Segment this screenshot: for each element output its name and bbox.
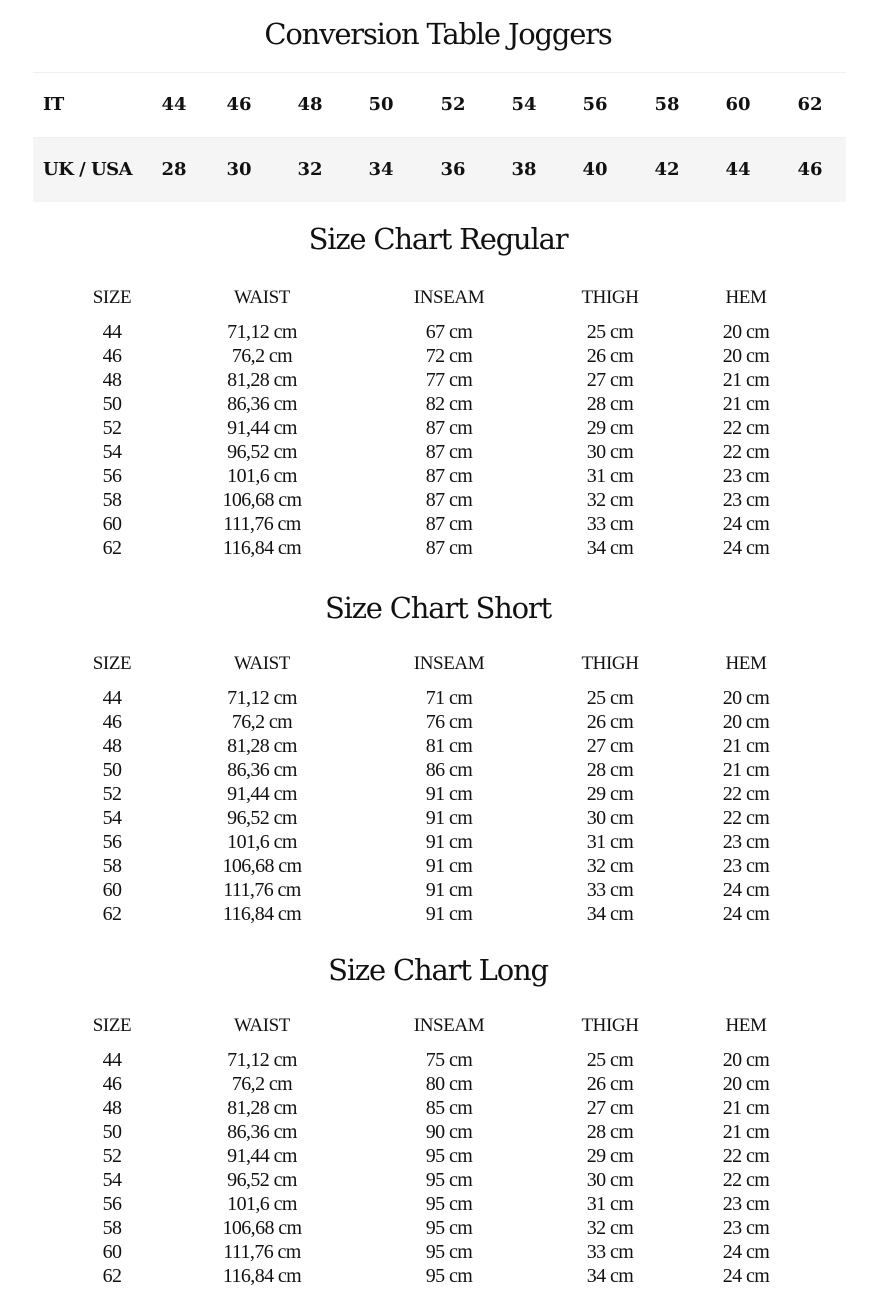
conversion-row-label: UK / USA (43, 159, 133, 180)
short-title: Size Chart Short (324, 591, 551, 625)
table-cell: 60 (102, 1241, 122, 1263)
table-cell: 33 cm (586, 879, 634, 901)
size-table-header (0, 652, 876, 686)
table-cell: 21 cm (722, 393, 770, 415)
size-chart-short (0, 652, 876, 926)
table-cell: 111,76 cm (223, 513, 301, 535)
table-cell: 96,52 cm (227, 1169, 297, 1191)
table-cell: 91 cm (425, 855, 473, 877)
table-cell: 25 cm (586, 687, 634, 709)
table-cell: 26 cm (586, 345, 634, 367)
table-cell: 60 (102, 513, 122, 535)
table-cell: 106,68 cm (222, 1217, 302, 1239)
table-cell: 29 cm (586, 417, 634, 439)
table-cell: 33 cm (586, 513, 634, 535)
table-row (0, 782, 876, 806)
table-cell: 87 cm (425, 441, 473, 463)
table-cell: 87 cm (425, 489, 473, 511)
table-cell: 24 cm (722, 903, 770, 925)
column-header: HEM (725, 653, 767, 674)
conversion-row (33, 72, 846, 137)
table-cell: 71,12 cm (227, 687, 297, 709)
table-cell: 106,68 cm (222, 489, 302, 511)
conversion-cell: 52 (440, 94, 466, 115)
table-cell: 23 cm (722, 855, 770, 877)
table-cell: 58 (102, 1217, 122, 1239)
table-cell: 72 cm (425, 345, 473, 367)
conversion-cell: 46 (226, 94, 252, 115)
table-cell: 34 cm (586, 903, 634, 925)
table-cell: 46 (102, 1073, 122, 1095)
table-row (0, 464, 876, 488)
table-cell: 91,44 cm (227, 783, 297, 805)
table-cell: 23 cm (722, 831, 770, 853)
table-cell: 81,28 cm (227, 369, 297, 391)
table-cell: 29 cm (586, 783, 634, 805)
table-cell: 52 (102, 783, 122, 805)
table-cell: 44 (102, 1049, 122, 1071)
table-cell: 87 cm (425, 537, 473, 559)
table-cell: 96,52 cm (227, 441, 297, 463)
conversion-cell: 50 (368, 94, 394, 115)
table-cell: 50 (102, 393, 122, 415)
table-cell: 24 cm (722, 537, 770, 559)
table-row (0, 488, 876, 512)
conversion-cell: 44 (725, 159, 751, 180)
table-cell: 86,36 cm (227, 759, 297, 781)
table-cell: 91 cm (425, 831, 473, 853)
table-row (0, 686, 876, 710)
table-cell: 54 (102, 807, 122, 829)
table-cell: 21 cm (722, 1097, 770, 1119)
table-cell: 95 cm (425, 1241, 473, 1263)
column-header: INSEAM (413, 287, 485, 308)
table-cell: 23 cm (722, 465, 770, 487)
table-cell: 30 cm (586, 807, 634, 829)
conversion-cell: 62 (797, 94, 823, 115)
table-cell: 101,6 cm (227, 831, 297, 853)
table-cell: 23 cm (722, 489, 770, 511)
column-header: WAIST (233, 653, 291, 674)
table-row (0, 830, 876, 854)
column-header: HEM (725, 287, 767, 308)
table-cell: 28 cm (586, 393, 634, 415)
column-header: SIZE (92, 1015, 132, 1036)
table-row (0, 512, 876, 536)
table-cell: 48 (102, 369, 122, 391)
table-cell: 48 (102, 1097, 122, 1119)
table-cell: 95 cm (425, 1169, 473, 1191)
table-cell: 30 cm (586, 441, 634, 463)
conversion-cell: 58 (654, 94, 680, 115)
table-cell: 22 cm (722, 417, 770, 439)
table-row (0, 1096, 876, 1120)
table-row (0, 536, 876, 560)
table-cell: 95 cm (425, 1193, 473, 1215)
table-row (0, 710, 876, 734)
conversion-cell: 34 (368, 159, 394, 180)
table-cell: 91 cm (425, 783, 473, 805)
table-cell: 81,28 cm (227, 735, 297, 757)
size-chart-regular (0, 286, 876, 560)
table-cell: 34 cm (586, 537, 634, 559)
table-cell: 46 (102, 711, 122, 733)
table-cell: 27 cm (586, 1097, 634, 1119)
table-cell: 95 cm (425, 1217, 473, 1239)
table-cell: 26 cm (586, 711, 634, 733)
column-header: WAIST (233, 1015, 291, 1036)
table-cell: 86,36 cm (227, 393, 297, 415)
column-header: SIZE (92, 653, 132, 674)
table-row (0, 758, 876, 782)
size-chart-long (0, 1014, 876, 1288)
table-cell: 91 cm (425, 903, 473, 925)
table-cell: 22 cm (722, 783, 770, 805)
table-cell: 91 cm (425, 807, 473, 829)
table-cell: 95 cm (425, 1145, 473, 1167)
table-cell: 71 cm (425, 687, 473, 709)
table-cell: 76,2 cm (231, 711, 293, 733)
table-cell: 20 cm (722, 345, 770, 367)
table-cell: 111,76 cm (223, 879, 301, 901)
table-cell: 20 cm (722, 1049, 770, 1071)
conversion-cell: 42 (654, 159, 680, 180)
table-cell: 54 (102, 1169, 122, 1191)
table-row (0, 806, 876, 830)
table-cell: 76 cm (425, 711, 473, 733)
table-cell: 31 cm (586, 831, 634, 853)
table-cell: 23 cm (722, 1193, 770, 1215)
table-cell: 81 cm (425, 735, 473, 757)
table-cell: 21 cm (722, 735, 770, 757)
table-cell: 28 cm (586, 759, 634, 781)
table-row (0, 1240, 876, 1264)
table-cell: 22 cm (722, 1145, 770, 1167)
table-row (0, 854, 876, 878)
table-cell: 87 cm (425, 417, 473, 439)
table-row (0, 734, 876, 758)
table-cell: 77 cm (425, 369, 473, 391)
table-cell: 28 cm (586, 1121, 634, 1143)
table-cell: 25 cm (586, 1049, 634, 1071)
table-cell: 106,68 cm (222, 855, 302, 877)
column-header: WAIST (233, 287, 291, 308)
table-cell: 32 cm (586, 855, 634, 877)
column-header: INSEAM (413, 653, 485, 674)
table-cell: 62 (102, 1265, 122, 1287)
table-cell: 95 cm (425, 1265, 473, 1287)
table-cell: 54 (102, 441, 122, 463)
conversion-cell: 30 (226, 159, 252, 180)
table-row (0, 368, 876, 392)
table-cell: 86,36 cm (227, 1121, 297, 1143)
table-cell: 87 cm (425, 465, 473, 487)
column-header: SIZE (92, 287, 132, 308)
table-cell: 96,52 cm (227, 807, 297, 829)
conversion-cell: 28 (161, 159, 187, 180)
table-cell: 91 cm (425, 879, 473, 901)
conversion-title: Conversion Table Joggers (264, 17, 612, 51)
table-cell: 34 cm (586, 1265, 634, 1287)
table-cell: 101,6 cm (227, 465, 297, 487)
table-cell: 76,2 cm (231, 345, 293, 367)
long-title: Size Chart Long (328, 953, 548, 987)
table-cell: 87 cm (425, 513, 473, 535)
size-table-header (0, 1014, 876, 1048)
table-row (0, 1216, 876, 1240)
table-cell: 56 (102, 465, 122, 487)
table-row (0, 902, 876, 926)
table-cell: 80 cm (425, 1073, 473, 1095)
conversion-cell: 36 (440, 159, 466, 180)
table-cell: 31 cm (586, 465, 634, 487)
table-cell: 56 (102, 831, 122, 853)
table-cell: 24 cm (722, 1241, 770, 1263)
conversion-row (33, 137, 846, 202)
column-header: INSEAM (413, 1015, 485, 1036)
table-cell: 67 cm (425, 321, 473, 343)
column-header: THIGH (581, 287, 639, 308)
table-cell: 116,84 cm (222, 537, 302, 559)
table-cell: 20 cm (722, 711, 770, 733)
conversion-cell: 40 (582, 159, 608, 180)
table-cell: 20 cm (722, 321, 770, 343)
table-cell: 60 (102, 879, 122, 901)
conversion-cell: 46 (797, 159, 823, 180)
regular-title: Size Chart Regular (308, 222, 568, 256)
conversion-cell: 60 (725, 94, 751, 115)
conversion-cell: 54 (511, 94, 537, 115)
table-cell: 26 cm (586, 1073, 634, 1095)
table-cell: 52 (102, 417, 122, 439)
table-row (0, 1048, 876, 1072)
table-row (0, 1168, 876, 1192)
table-cell: 20 cm (722, 687, 770, 709)
table-cell: 33 cm (586, 1241, 634, 1263)
table-cell: 76,2 cm (231, 1073, 293, 1095)
table-row (0, 1120, 876, 1144)
table-cell: 22 cm (722, 1169, 770, 1191)
table-cell: 46 (102, 345, 122, 367)
table-cell: 24 cm (722, 879, 770, 901)
table-row (0, 416, 876, 440)
column-header: THIGH (581, 1015, 639, 1036)
table-cell: 27 cm (586, 735, 634, 757)
table-cell: 31 cm (586, 1193, 634, 1215)
conversion-cell: 44 (161, 94, 187, 115)
table-row (0, 1072, 876, 1096)
table-cell: 44 (102, 687, 122, 709)
table-cell: 27 cm (586, 369, 634, 391)
conversion-row-label: IT (43, 94, 64, 115)
table-cell: 81,28 cm (227, 1097, 297, 1119)
table-cell: 44 (102, 321, 122, 343)
table-cell: 50 (102, 1121, 122, 1143)
table-cell: 24 cm (722, 1265, 770, 1287)
table-cell: 82 cm (425, 393, 473, 415)
conversion-cell: 56 (582, 94, 608, 115)
table-cell: 32 cm (586, 1217, 634, 1239)
table-row (0, 392, 876, 416)
table-cell: 32 cm (586, 489, 634, 511)
table-cell: 71,12 cm (227, 1049, 297, 1071)
table-cell: 71,12 cm (227, 321, 297, 343)
table-cell: 86 cm (425, 759, 473, 781)
table-cell: 75 cm (425, 1049, 473, 1071)
table-cell: 90 cm (425, 1121, 473, 1143)
column-header: HEM (725, 1015, 767, 1036)
table-row (0, 344, 876, 368)
table-row (0, 878, 876, 902)
table-row (0, 320, 876, 344)
table-cell: 56 (102, 1193, 122, 1215)
table-cell: 58 (102, 855, 122, 877)
conversion-table (33, 72, 846, 202)
table-cell: 101,6 cm (227, 1193, 297, 1215)
column-header: THIGH (581, 653, 639, 674)
table-cell: 24 cm (722, 513, 770, 535)
table-cell: 91,44 cm (227, 417, 297, 439)
table-cell: 22 cm (722, 441, 770, 463)
table-cell: 116,84 cm (222, 903, 302, 925)
table-row (0, 1144, 876, 1168)
size-table-header (0, 286, 876, 320)
conversion-cell: 32 (297, 159, 323, 180)
table-cell: 85 cm (425, 1097, 473, 1119)
table-cell: 21 cm (722, 1121, 770, 1143)
table-cell: 50 (102, 759, 122, 781)
table-cell: 48 (102, 735, 122, 757)
table-cell: 58 (102, 489, 122, 511)
table-cell: 22 cm (722, 807, 770, 829)
table-cell: 23 cm (722, 1217, 770, 1239)
table-cell: 52 (102, 1145, 122, 1167)
table-cell: 25 cm (586, 321, 634, 343)
table-cell: 91,44 cm (227, 1145, 297, 1167)
conversion-cell: 38 (511, 159, 537, 180)
table-cell: 21 cm (722, 369, 770, 391)
table-cell: 29 cm (586, 1145, 634, 1167)
table-cell: 21 cm (722, 759, 770, 781)
table-cell: 20 cm (722, 1073, 770, 1095)
conversion-cell: 48 (297, 94, 323, 115)
table-row (0, 440, 876, 464)
table-cell: 62 (102, 537, 122, 559)
table-cell: 111,76 cm (223, 1241, 301, 1263)
table-cell: 62 (102, 903, 122, 925)
table-cell: 116,84 cm (222, 1265, 302, 1287)
table-row (0, 1264, 876, 1288)
table-row (0, 1192, 876, 1216)
table-cell: 30 cm (586, 1169, 634, 1191)
